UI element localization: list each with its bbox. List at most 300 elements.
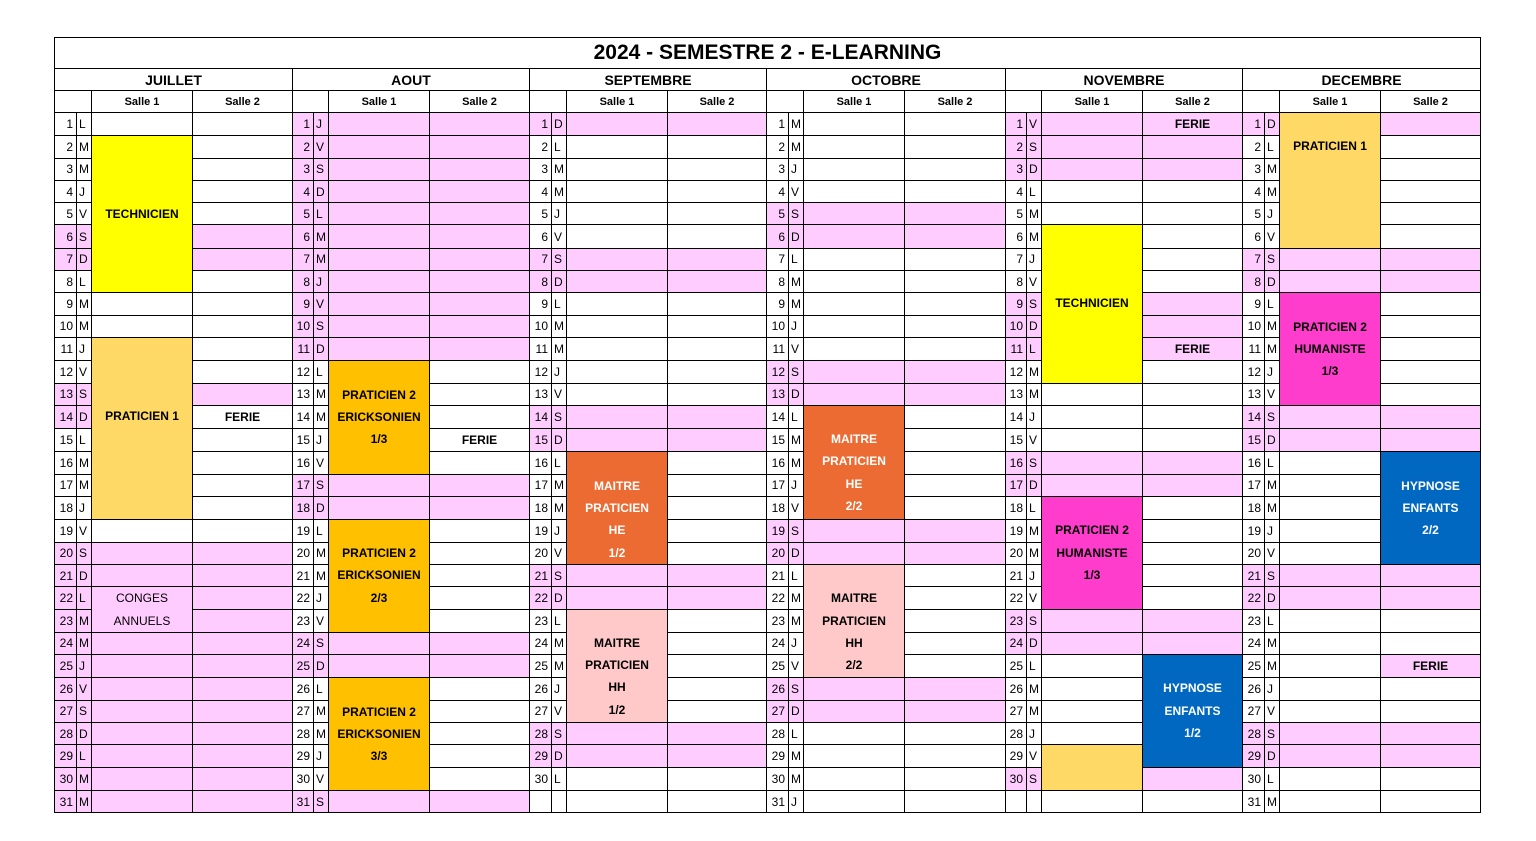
empty-cell (567, 113, 668, 136)
title-row (55, 38, 1481, 69)
day-letter: L (1265, 452, 1280, 474)
day-number: 21 (55, 564, 77, 586)
empty-cell (1143, 158, 1243, 180)
day-letter (1027, 790, 1042, 812)
event-label: HE (608, 523, 626, 538)
empty-cell (905, 271, 1006, 293)
empty-cell (668, 632, 767, 654)
day-letter: V (314, 136, 329, 158)
event-label (1280, 113, 1380, 135)
day-number: 22 (767, 587, 789, 609)
event-label (1280, 383, 1380, 405)
event-label: MAITRE (831, 591, 877, 606)
empty-cell (1143, 564, 1243, 586)
event-label: 1/3 (1321, 364, 1339, 379)
event-label (1042, 586, 1142, 608)
day-number: 19 (55, 519, 77, 542)
day-letter: L (77, 587, 92, 609)
empty-cell (193, 293, 293, 315)
day-number: 29 (767, 745, 789, 768)
event-label (92, 159, 192, 181)
day-letter: S (314, 632, 329, 654)
empty-cell (567, 293, 668, 315)
day-letter: D (314, 497, 329, 520)
day-number: 28 (767, 723, 789, 745)
day-number: 5 (1243, 203, 1265, 225)
empty-cell (804, 678, 905, 700)
day-number: 18 (293, 497, 314, 520)
day-letter: M (552, 180, 567, 202)
salle-2-header: Salle 2 (1143, 91, 1243, 113)
empty-cell (905, 542, 1006, 564)
day-number: 15 (55, 429, 77, 452)
empty-cell (1381, 315, 1481, 337)
day-number: 23 (55, 609, 77, 632)
empty-cell (668, 405, 767, 428)
day-letter: V (1265, 700, 1280, 722)
empty-cell (92, 564, 193, 586)
day-letter: D (314, 337, 329, 360)
day-letter: M (789, 452, 804, 474)
day-letter: S (314, 315, 329, 337)
empty-cell (1280, 678, 1381, 700)
day-number: 25 (55, 655, 77, 678)
empty-cell (567, 361, 668, 383)
day-letter: M (314, 723, 329, 745)
event-label: ERICKSONIEN (337, 568, 421, 583)
event-label: ANNUELS (113, 613, 171, 628)
day-row (55, 180, 1481, 202)
event-label (1042, 225, 1142, 247)
empty-cell (193, 678, 293, 700)
day-number: 12 (55, 361, 77, 383)
event-label (804, 565, 904, 587)
day-number: 30 (1243, 768, 1265, 791)
day-letter: L (552, 768, 567, 791)
day-letter: M (1027, 361, 1042, 383)
event-label: PRATICIEN (585, 501, 649, 516)
empty-cell (92, 768, 193, 791)
day-header-spacer (1006, 91, 1042, 113)
day-letter: J (1265, 519, 1280, 542)
empty-cell (329, 655, 430, 678)
empty-cell (329, 248, 430, 270)
day-letter: L (77, 429, 92, 452)
empty-cell (430, 248, 530, 270)
day-number: 5 (1006, 203, 1027, 225)
empty-cell (193, 519, 293, 542)
event-label: HE (845, 476, 863, 491)
empty-cell (804, 271, 905, 293)
day-number: 22 (1243, 587, 1265, 609)
empty-cell (430, 790, 530, 812)
empty-cell (567, 564, 668, 586)
empty-cell (430, 113, 530, 136)
event-label (92, 472, 192, 494)
day-number: 10 (55, 315, 77, 337)
day-number: 13 (530, 383, 552, 405)
event-label (567, 610, 667, 632)
day-number: 29 (55, 745, 77, 768)
empty-cell (1280, 700, 1381, 722)
event-cell (1280, 293, 1381, 405)
empty-cell (193, 474, 293, 496)
empty-cell (804, 136, 905, 158)
day-letter: D (789, 700, 804, 722)
day-letter: D (77, 405, 92, 428)
day-row (55, 723, 1481, 745)
empty-cell (329, 293, 430, 315)
day-number: 15 (530, 429, 552, 452)
day-number: 1 (767, 113, 789, 136)
day-number: 28 (1243, 723, 1265, 745)
empty-cell (193, 564, 293, 586)
empty-cell (668, 474, 767, 496)
day-letter: M (1027, 203, 1042, 225)
event-label: FERIE (1174, 341, 1211, 356)
empty-cell (430, 768, 530, 791)
event-label: PRATICIEN (822, 613, 886, 628)
day-number: 9 (530, 293, 552, 315)
empty-cell (1143, 429, 1243, 452)
empty-cell (92, 790, 193, 812)
empty-cell (329, 158, 430, 180)
day-number: 4 (767, 180, 789, 202)
day-letter: V (1265, 383, 1280, 405)
day-letter: M (77, 315, 92, 337)
empty-cell (905, 564, 1006, 586)
day-number: 14 (1243, 405, 1265, 428)
empty-cell (193, 745, 293, 768)
event-label: HUMANISTE (1294, 341, 1366, 356)
empty-cell (1381, 564, 1481, 586)
day-letter: M (789, 113, 804, 136)
event-label (92, 449, 192, 471)
event-label (1042, 315, 1142, 337)
event-label: PRATICIEN (585, 658, 649, 673)
day-letter: S (1265, 723, 1280, 745)
day-number: 7 (767, 248, 789, 270)
day-letter: M (1027, 700, 1042, 722)
empty-cell (193, 225, 293, 248)
day-letter: S (314, 474, 329, 496)
day-number: 2 (530, 136, 552, 158)
day-letter: M (552, 315, 567, 337)
empty-cell (1143, 768, 1243, 791)
day-row (55, 361, 1481, 383)
empty-cell (567, 271, 668, 293)
empty-cell (1381, 248, 1481, 270)
day-row (55, 203, 1481, 225)
empty-cell (1143, 587, 1243, 609)
empty-cell (804, 542, 905, 564)
day-number: 24 (1006, 632, 1027, 654)
month-name-juillet: JUILLET (55, 69, 293, 91)
day-letter: S (1027, 768, 1042, 791)
empty-cell (668, 723, 767, 745)
day-number: 13 (1006, 383, 1027, 405)
day-letter: M (789, 587, 804, 609)
day-letter: J (789, 158, 804, 180)
empty-cell (430, 609, 530, 632)
empty-cell (804, 315, 905, 337)
day-letter: J (552, 519, 567, 542)
empty-cell (804, 113, 905, 136)
empty-cell (668, 180, 767, 202)
empty-cell (1381, 337, 1481, 360)
empty-cell (1143, 609, 1243, 632)
empty-cell (1280, 405, 1381, 428)
empty-cell (92, 315, 193, 337)
day-number: 2 (1243, 136, 1265, 158)
day-letter: L (1265, 768, 1280, 791)
day-letter: M (1265, 790, 1280, 812)
empty-cell (1280, 248, 1381, 270)
day-letter: S (77, 225, 92, 248)
event-label (329, 361, 429, 383)
empty-cell (567, 203, 668, 225)
day-letter: V (1027, 429, 1042, 452)
day-letter: V (77, 361, 92, 383)
event-label (329, 520, 429, 542)
event-label (1280, 202, 1380, 224)
empty-cell (567, 768, 668, 791)
event-label: PRATICIEN 2 (1055, 523, 1129, 538)
empty-cell (804, 158, 905, 180)
day-letter: M (552, 655, 567, 678)
empty-cell (905, 361, 1006, 383)
day-letter: S (789, 519, 804, 542)
empty-cell (1280, 723, 1381, 745)
event-label: FERIE (1174, 117, 1211, 131)
day-row (55, 429, 1481, 452)
empty-cell (668, 678, 767, 700)
day-header-spacer (530, 91, 567, 113)
day-letter (552, 790, 567, 812)
day-number: 4 (530, 180, 552, 202)
day-number: 14 (55, 405, 77, 428)
event-label: PRATICIEN (822, 454, 886, 469)
event-label: HYPNOSE (1401, 478, 1460, 493)
day-number: 21 (1006, 564, 1027, 586)
empty-cell (1381, 609, 1481, 632)
empty-cell (1042, 678, 1143, 700)
day-letter: S (314, 158, 329, 180)
empty-cell (430, 293, 530, 315)
empty-cell (668, 337, 767, 360)
empty-cell (567, 136, 668, 158)
day-letter: D (314, 180, 329, 202)
empty-cell (193, 497, 293, 520)
empty-cell (1042, 180, 1143, 202)
day-number: 26 (1006, 678, 1027, 700)
empty-cell (668, 315, 767, 337)
day-number: 22 (293, 587, 314, 609)
empty-cell (1381, 429, 1481, 452)
day-letter: S (552, 405, 567, 428)
day-number: 28 (293, 723, 314, 745)
day-letter: S (1265, 564, 1280, 586)
empty-cell (905, 248, 1006, 270)
empty-cell (1042, 723, 1143, 745)
empty-cell (668, 429, 767, 452)
day-number: 1 (293, 113, 314, 136)
empty-cell (668, 745, 767, 768)
day-letter: D (1027, 474, 1042, 496)
empty-cell (193, 248, 293, 270)
day-number: 19 (1243, 519, 1265, 542)
day-number: 23 (1243, 609, 1265, 632)
event-cell (1143, 655, 1243, 768)
day-letter: V (77, 519, 92, 542)
day-letter: S (1027, 609, 1042, 632)
day-letter: L (789, 723, 804, 745)
empty-cell (193, 542, 293, 564)
day-number: 18 (767, 497, 789, 520)
empty-cell (668, 136, 767, 158)
day-letter: D (77, 564, 92, 586)
salle-1-header: Salle 1 (329, 91, 430, 113)
empty-cell (804, 337, 905, 360)
month-name-decembre: DECEMBRE (1243, 69, 1481, 91)
event-label: CONGES (115, 591, 168, 606)
day-letter: L (314, 678, 329, 700)
empty-cell (1042, 474, 1143, 496)
day-number: 1 (1243, 113, 1265, 136)
month-name-aout: AOUT (293, 69, 530, 91)
day-number: 20 (1243, 542, 1265, 564)
event-label: ERICKSONIEN (337, 727, 421, 742)
empty-cell (905, 158, 1006, 180)
event-cell (804, 405, 905, 519)
day-number: 25 (530, 655, 552, 678)
empty-cell (567, 745, 668, 768)
empty-cell (1143, 519, 1243, 542)
day-letter: L (77, 745, 92, 768)
day-row (55, 564, 1481, 586)
event-label (92, 360, 192, 382)
empty-cell (1381, 271, 1481, 293)
empty-cell (668, 248, 767, 270)
day-number: 3 (55, 158, 77, 180)
day-letter: M (789, 271, 804, 293)
empty-cell (905, 723, 1006, 745)
empty-cell (430, 587, 530, 609)
day-number: 5 (293, 203, 314, 225)
empty-cell (92, 678, 193, 700)
day-letter: V (1027, 587, 1042, 609)
empty-cell (905, 405, 1006, 428)
empty-cell (1280, 497, 1381, 520)
day-letter: V (789, 655, 804, 678)
day-number: 28 (1006, 723, 1027, 745)
event-label (92, 225, 192, 247)
empty-cell (1381, 632, 1481, 654)
empty-cell (1042, 609, 1143, 632)
day-number: 11 (530, 337, 552, 360)
day-number: 6 (767, 225, 789, 248)
day-number: 31 (767, 790, 789, 812)
day-number: 21 (1243, 564, 1265, 586)
day-number: 31 (55, 790, 77, 812)
day-letter: M (77, 452, 92, 474)
event-label (1381, 542, 1480, 564)
day-letter: M (789, 768, 804, 791)
event-label (329, 678, 429, 700)
day-letter: L (1027, 180, 1042, 202)
day-letter: L (77, 271, 92, 293)
empty-cell (193, 452, 293, 474)
empty-cell (92, 519, 193, 542)
day-number: 2 (767, 136, 789, 158)
empty-cell (329, 271, 430, 293)
day-number: 15 (767, 429, 789, 452)
empty-cell (804, 790, 905, 812)
day-letter: S (1265, 248, 1280, 270)
event-cell (92, 136, 193, 293)
day-letter: M (77, 474, 92, 496)
day-number: 15 (293, 429, 314, 452)
day-number: 12 (1006, 361, 1027, 383)
day-letter: M (314, 700, 329, 722)
empty-cell (1042, 405, 1143, 428)
event-label: TECHNICIEN (1055, 296, 1129, 311)
empty-cell (1042, 790, 1143, 812)
event-label (1042, 359, 1142, 381)
empty-cell (1381, 361, 1481, 383)
empty-cell (430, 225, 530, 248)
empty-cell (804, 383, 905, 405)
day-number: 24 (293, 632, 314, 654)
day-number: 17 (1006, 474, 1027, 496)
empty-cell (1381, 136, 1481, 158)
day-number: 16 (293, 452, 314, 474)
empty-cell (905, 315, 1006, 337)
day-number: 13 (1243, 383, 1265, 405)
empty-cell (1381, 768, 1481, 791)
day-number: 17 (1243, 474, 1265, 496)
empty-cell (905, 768, 1006, 791)
event-label: MAITRE (594, 478, 640, 493)
empty-cell (905, 519, 1006, 542)
empty-cell (567, 587, 668, 609)
day-number: 19 (1006, 519, 1027, 542)
day-number: 16 (55, 452, 77, 474)
event-cell (329, 361, 430, 474)
empty-cell (430, 700, 530, 722)
day-letter: L (77, 113, 92, 136)
day-number: 9 (293, 293, 314, 315)
empty-cell (1280, 632, 1381, 654)
event-label: PRATICIEN 2 (342, 387, 416, 402)
day-letter: D (552, 113, 567, 136)
empty-cell (567, 315, 668, 337)
empty-cell (430, 203, 530, 225)
day-number: 10 (1006, 315, 1027, 337)
day-letter: S (77, 383, 92, 405)
day-letter: L (1265, 136, 1280, 158)
empty-cell (668, 768, 767, 791)
day-number: 3 (530, 158, 552, 180)
day-number (1006, 790, 1027, 812)
empty-cell (804, 293, 905, 315)
day-letter: M (789, 429, 804, 452)
event-label: 1/3 (1083, 567, 1101, 582)
day-letter: M (314, 225, 329, 248)
event-label (92, 427, 192, 449)
day-letter: M (314, 564, 329, 586)
day-letter: V (1027, 271, 1042, 293)
